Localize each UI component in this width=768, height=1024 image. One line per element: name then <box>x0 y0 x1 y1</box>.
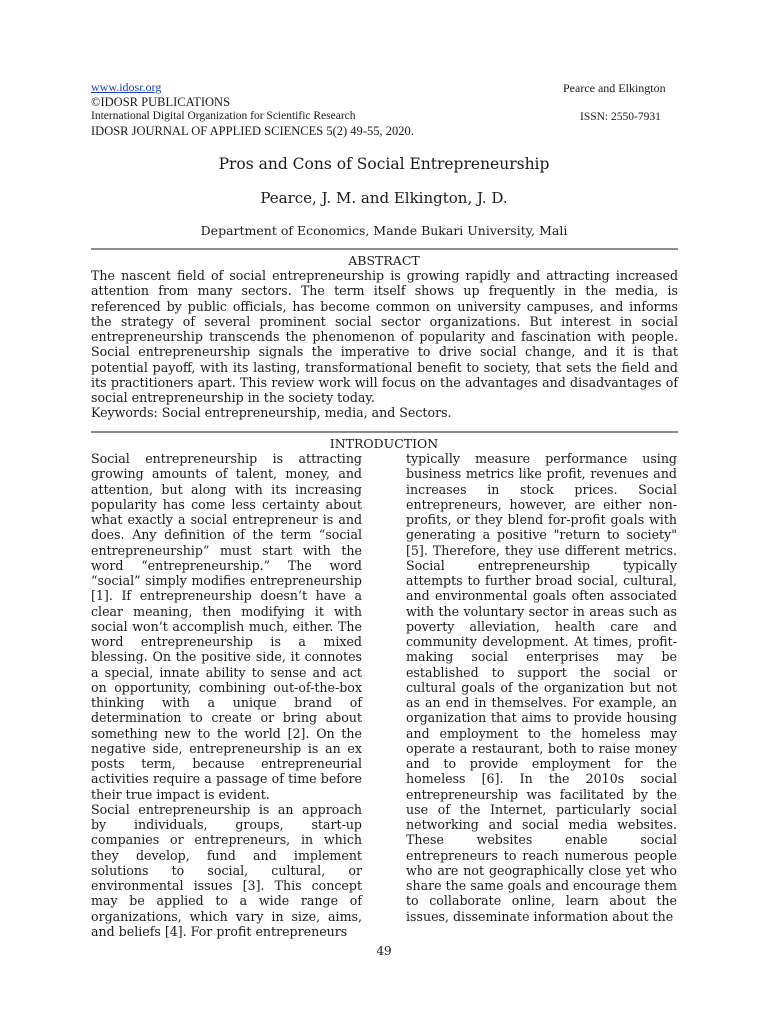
author-affiliation: Department of Economics, Mande Bukari University, Mali <box>200 223 568 238</box>
right-paragraph-1: typically measure performance using business metrics like profit, revenues and increases in stock prices. Social entrepreneurs, however, are either non-profits, or they blend for-profit goals with generating a positive "return to society" [5]. Therefore, they use different metrics. Social entrepreneurship typically attempts to further broad social, cultural, and environmental goals often associated with the voluntary sector in areas such as poverty alleviation, health care and community development. At times, profit-making social enterprises may be established to support the social or cultural goals of the organization but not as an end in themselves. For example, an organization that aims to provide housing and employment to the homeless may operate a restaurant, both to raise money and to provide employment for the homeless [6]. In the 2010s social entrepreneurship was facilitated by the use of the Internet, particularly social networking and social media websites. These websites enable social entrepreneurs to reach numerous people who are not geographically close yet who share the same goals and encourage them to collaborate online, learn about the issues, disseminate information about the <box>406 451 677 924</box>
right-column <box>406 451 677 924</box>
journal-header <box>91 80 414 138</box>
left-paragraph-1: Social entrepreneurship is attracting growing amounts of talent, money, and attention, but along with its increasing popularity has come less certainty about what exactly a social entrepreneur is and does. Any definition of the term “social entrepreneurship” must start with the word “entrepreneurship.” The word “social” simply modifies entrepreneurship [1]. If entrepreneurship doesn’t have a clear meaning, then modifying it with social won’t accomplish much, either. The word entrepreneurship is a mixed blessing. On the positive side, it connotes a special, innate ability to sense and act on opportunity, combining out-of-the-box thinking with a unique brand of determination to create or bring about something new to the world [2]. On the negative side, entrepreneurship is an ex posts term, because entrepreneurial activities require a passage of time before their true impact is evident. <box>91 451 362 802</box>
article-title: Pros and Cons of Social Entrepreneurship <box>218 155 550 173</box>
journal-website-link[interactable]: www.idosr.org <box>91 80 162 94</box>
introduction-heading: INTRODUCTION <box>329 436 439 451</box>
running-author: Pearce and Elkington <box>563 81 666 95</box>
organization-name: International Digital Organization for Scientific Research <box>91 110 356 122</box>
abstract-text: The nascent field of social entrepreneurship is growing rapidly and attracting increased attention from many sectors. The term itself shows up frequently in the media, is referenced by public officials, has become common on university campuses, and informs the strategy of several prominent social sector organizations. But interest in social entrepreneurship transcends the phenomenon of popularity and fascination with people. Social entrepreneurship signals the imperative to drive social change, and it is that potential payoff, with its lasting, transformational benefit to society, that sets the field and its practitioners apart. This review work will focus on the advantages and disadvantages of social entrepreneurship in the society today. <box>91 268 678 406</box>
keywords-line: Keywords: Social entrepreneurship, media, and Sectors. <box>91 405 452 420</box>
abstract-divider <box>91 248 678 250</box>
abstract-heading: ABSTRACT <box>348 253 420 268</box>
journal-citation: IDOSR JOURNAL OF APPLIED SCIENCES 5(2) 49-55, 2020. <box>91 123 414 138</box>
introduction-divider <box>91 431 678 433</box>
article-authors: Pearce, J. M. and Elkington, J. D. <box>260 189 508 207</box>
left-column <box>91 451 362 939</box>
left-paragraph-2: Social entrepreneurship is an approach by individuals, groups, start-up companies or entrepreneurs, in which they develop, fund and implement solutions to social, cultural, or environmental issues [3]. This concept may be applied to a wide range of organizations, which vary in size, aims, and beliefs [4]. For profit entrepreneurs <box>91 801 362 939</box>
issn-number: ISSN: 2550-7931 <box>580 111 661 123</box>
page-number: 49 <box>376 944 392 958</box>
publisher-name: ©IDOSR PUBLICATIONS <box>91 94 231 109</box>
